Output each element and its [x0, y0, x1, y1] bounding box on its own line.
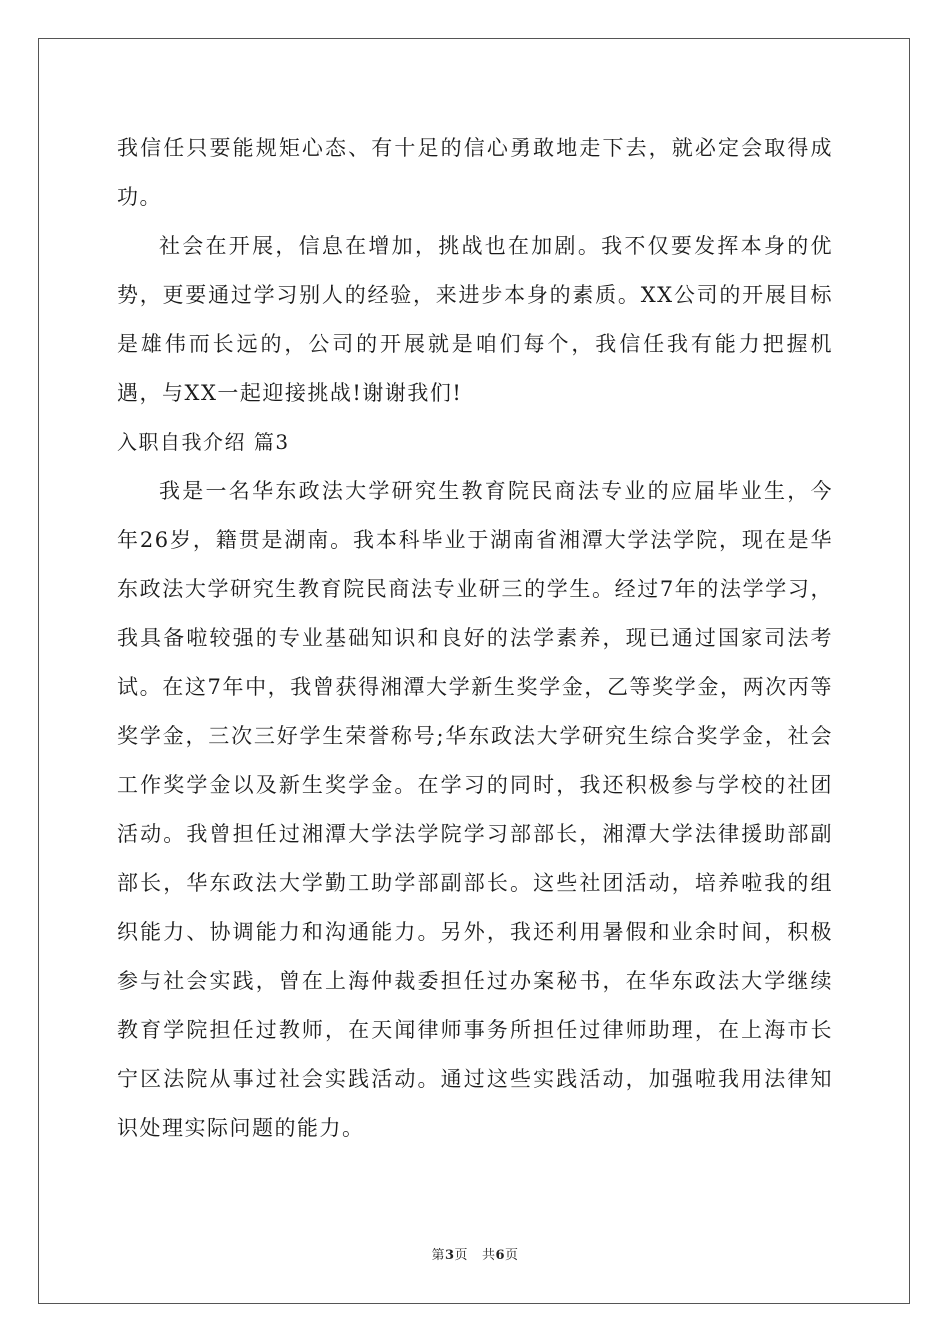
page-unit: 页: [454, 1248, 469, 1263]
page-current: 3: [444, 1248, 455, 1263]
section-heading: 入职自我介绍 篇3: [117, 430, 290, 454]
page-total: 6: [495, 1248, 506, 1263]
total-prefix: 共: [481, 1248, 496, 1263]
paragraph-closing: 社会在开展，信息在增加，挑战也在加剧。我不仅要发挥本身的优势，更要通过学习别人的经验，来进步本身的素质。XX公司的开展目标是雄伟而长远的，公司的开展就是咱们每个，我信任我有能力把握机遇，与XX一起迎接挑战!谢谢我们!: [117, 234, 833, 405]
document-body: [117, 124, 833, 1153]
paragraph-self-introduction: 我是一名华东政法大学研究生教育院民商法专业的应届毕业生，今年26岁，籍贯是湖南。我本科毕业于湖南省湘潭大学法学院，现在是华东政法大学研究生教育院民商法专业研三的学生。经过7年的法学学习，我具备啦较强的专业基础知识和良好的法学素养，现已通过国家司法考试。在这7年中，我曾获得湘潭大学新生奖学金，乙等奖学金，两次丙等奖学金，三次三好学生荣誉称号;华东政法大学研究生综合奖学金，社会工作奖学金以及新生奖学金。在学习的同时，我还积极参与学校的社团活动。我曾担任过湘潭大学法学院学习部部长，湘潭大学法律援助部副部长，华东政法大学勤工助学部副部长。这些社团活动，培养啦我的组织能力、协调能力和沟通能力。另外，我还利用暑假和业余时间，积极参与社会实践，曾在上海仲裁委担任过办案秘书，在华东政法大学继续教育学院担任过教师，在天闻律师事务所担任过律师助理，在上海市长宁区法院从事过社会实践活动。通过这些实践活动，加强啦我用法律知识处理实际问题的能力。: [117, 479, 833, 1140]
total-unit: 页: [505, 1248, 519, 1263]
paragraph-continuation: 我信任只要能规矩心态、有十足的信心勇敢地走下去，就必定会取得成功。: [117, 136, 833, 209]
page-prefix: 第: [431, 1248, 445, 1263]
page-number-footer: [0, 1244, 950, 1263]
